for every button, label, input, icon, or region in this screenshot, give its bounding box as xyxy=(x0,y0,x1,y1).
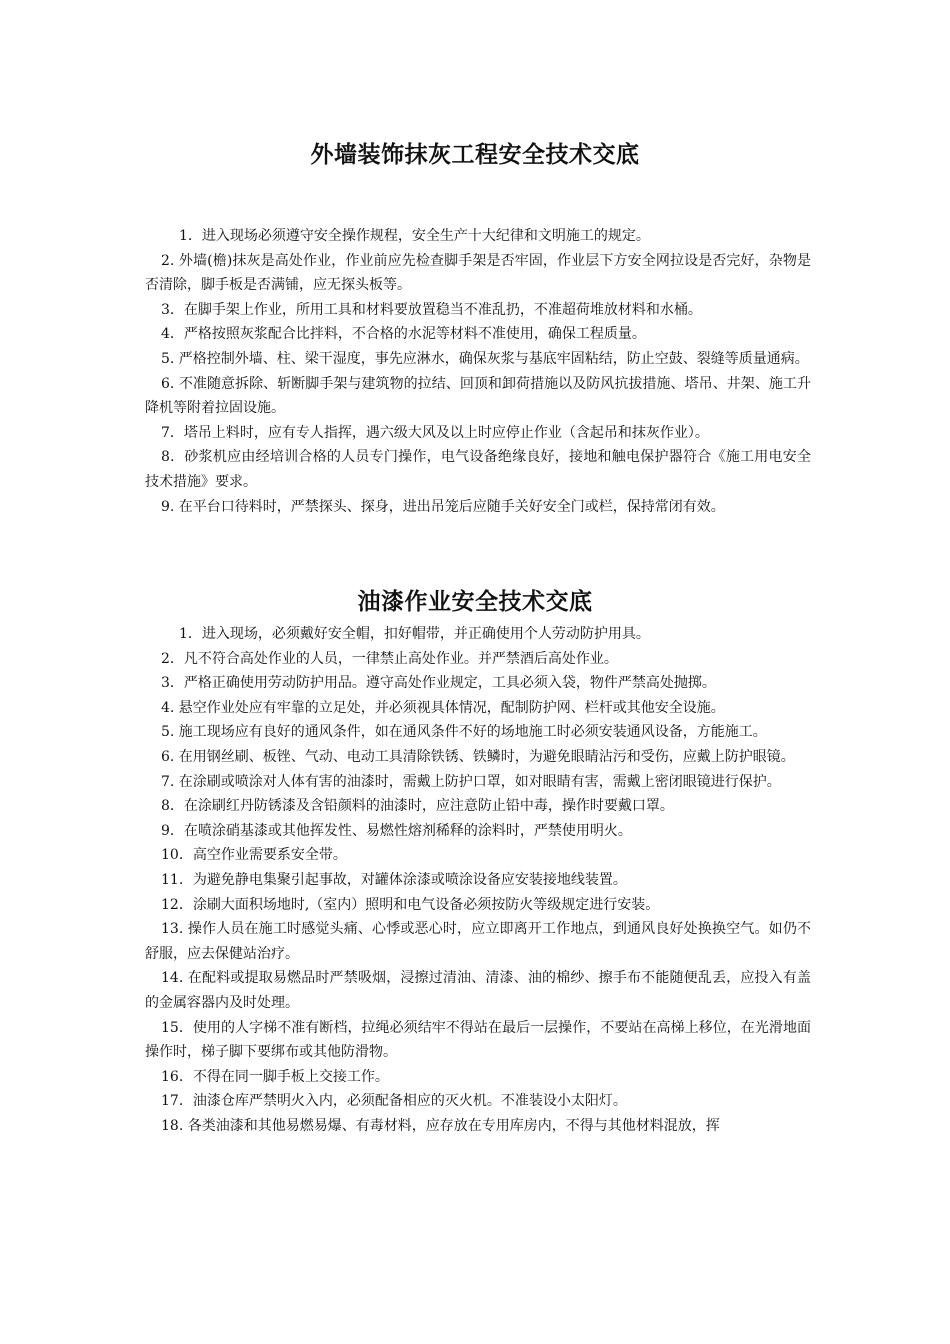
list-item: 14. 在配料或提取易燃品时严禁吸烟，浸擦过清油、清漆、油的棉纱、擦手布不能随便乱丢，应投入有盖的金属容器内及时处理。 xyxy=(145,970,811,1011)
list-item: 6. 不准随意拆除、斩断脚手架与建筑物的拉结、回顶和卸荷措施以及防风抗拔措施、塔吊、井架、施工升降机等附着拉固设施。 xyxy=(145,375,811,417)
list-item: 2. 外墙(檐)抹灰是高处作业，作业前应先检查脚手架是否牢固，作业层下方安全网拉设是否完好，杂物是否清除，脚手板是否满铺，应无探头板等。 xyxy=(145,252,811,294)
list-item: 5. 严格控制外墙、柱、梁干湿度，事先应淋水，确保灰浆与基底牢固粘结，防止空鼓、裂缝等质量通病。 xyxy=(161,350,809,367)
list-item: 1．进入现场必须遵守安全操作规程，安全生产十大纪律和文明施工的规定。 xyxy=(179,228,650,244)
list-item: 3．严格正确使用劳动防护用品。遵守高处作业规定，工具必须入袋，物件严禁高处抛掷。 xyxy=(161,675,716,692)
list-item: 16．不得在同一脚手板上交接工作。 xyxy=(161,1068,389,1085)
list-item: 11．为避免静电集聚引起事故，对罐体涂漆或喷涂设备应安装接地线装置。 xyxy=(161,871,627,888)
list-item: 10．高空作业需要系安全带。 xyxy=(161,847,347,864)
list-item: 15．使用的人字梯不准有断档，拉绳必须结牢不得站在最后一层操作，不要站在高梯上移位，在光滑地面操作时，梯子脚下要绑布或其他防滑物。 xyxy=(145,1019,811,1061)
list-item: 5. 施工现场应有良好的通风条件，如在通风条件不好的场地施工时必须安装通风设备，方能施工。 xyxy=(161,724,767,741)
painting-safety-list xyxy=(145,622,811,1138)
list-item: 4．严格按照灰浆配合比拌料，不合格的水泥等材料不准使用，确保工程质量。 xyxy=(161,326,646,343)
list-item: 7. 在涂刷或喷涂对人体有害的油漆时，需戴上防护口罩，如对眼睛有害，需戴上密闭眼镜进行保护。 xyxy=(161,773,781,790)
section-title-plastering: 外墙装饰抹灰工程安全技术交底 xyxy=(310,142,640,168)
list-item: 8．在涂刷红丹防锈漆及含铅颜料的油漆时，应注意防止铅中毒，操作时要戴口罩。 xyxy=(161,798,674,815)
list-item: 17．油漆仓库严禁明火入内，必须配备相应的灭火机。不准装设小太阳灯。 xyxy=(161,1093,627,1110)
list-item: 2．凡不符合高处作业的人员，一律禁止高处作业。并严禁酒后高处作业。 xyxy=(161,650,618,667)
list-item: 13. 操作人员在施工时感觉头痛、心悸或恶心时，应立即离开工作地点，到通风良好处换换空气。如仍不舒服，应去保健站治疗。 xyxy=(145,921,811,962)
list-item: 9．在喷涂硝基漆或其他挥发性、易燃性熔剂稀释的涂料时，严禁使用明火。 xyxy=(161,822,632,839)
plastering-safety-list xyxy=(145,224,811,519)
list-item: 12．涂刷大面积场地时,（室内）照明和电气设备必须按防火等级规定进行安装。 xyxy=(161,896,660,913)
list-item: 18. 各类油漆和其他易燃易爆、有毒材料，应存放在专用库房内，不得与其他材料混放，挥 xyxy=(161,1117,720,1134)
list-item: 7．塔吊上料时，应有专人指挥，遇六级大风及以上时应停止作业（含起吊和抹灰作业）。 xyxy=(161,424,709,441)
list-item: 3．在脚手架上作业，所用工具和材料要放置稳当不准乱扔，不准超荷堆放材料和水桶。 xyxy=(161,301,702,318)
list-item: 1．进入现场，必须戴好安全帽，扣好帽带，并正确使用个人劳动防护用具。 xyxy=(179,626,650,642)
list-item: 8．砂浆机应由经培训合格的人员专门操作，电气设备绝缘良好，接地和触电保护器符合《施工用电安全技术措施》要求。 xyxy=(145,449,811,490)
list-item: 9. 在平台口待料时，严禁探头、探身，进出吊笼后应随手关好安全门或栏，保持常闭有效。 xyxy=(161,498,725,515)
list-item: 6. 在用钢丝刷、板锉、气动、电动工具清除铁锈、铁鳞时，为避免眼睛沾污和受伤，应戴上防护眼镜。 xyxy=(161,748,795,765)
section-title-painting: 油漆作业安全技术交底 xyxy=(357,589,593,615)
list-item: 4. 悬空作业处应有牢靠的立足处，并必须视具体情况，配制防护网、栏杆或其他安全设施。 xyxy=(161,699,725,716)
